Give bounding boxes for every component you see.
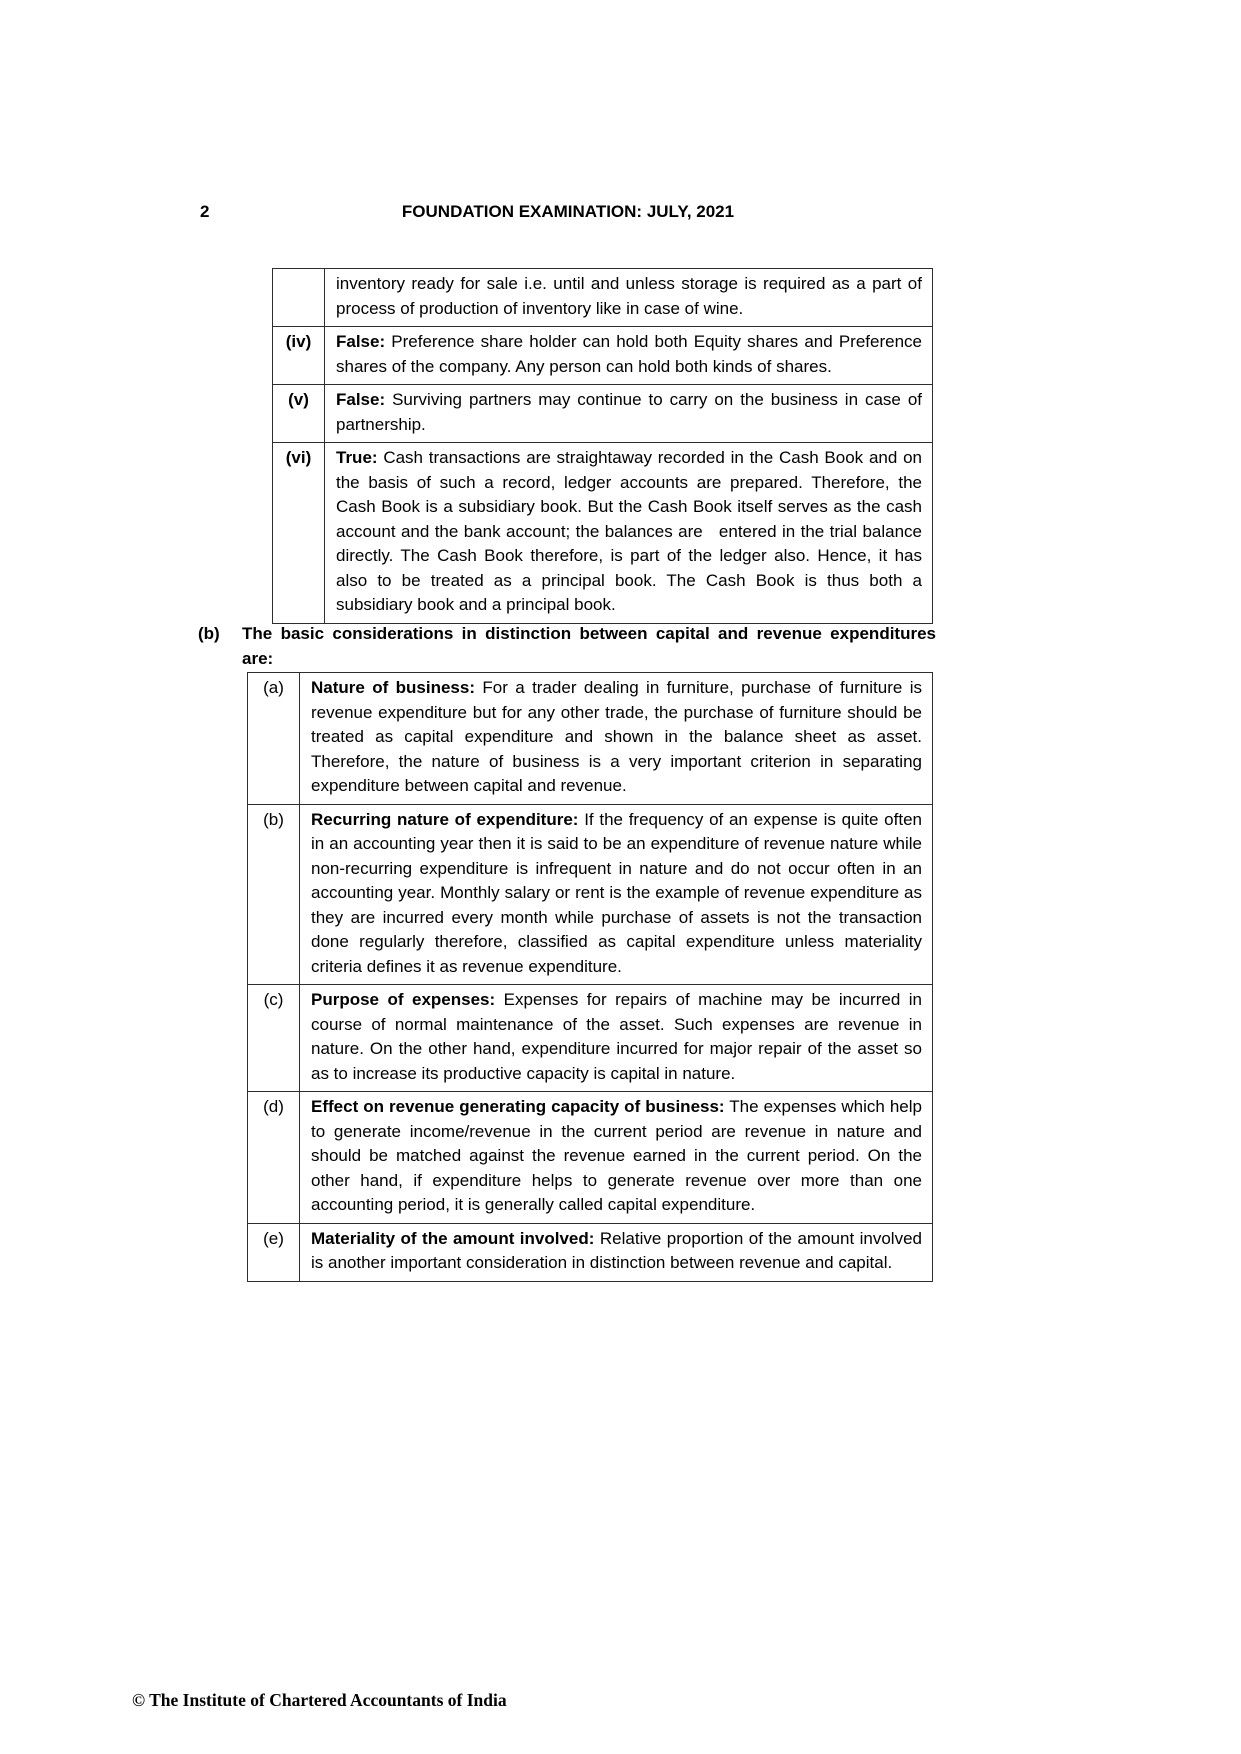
row-content xyxy=(300,673,933,805)
answers-table xyxy=(272,268,933,624)
consideration-text: For a trader dealing in furniture, purchase of furniture is revenue expenditure but for any other trade, the purchase of furniture should be treated as capital expenditure and shown in the balance sheet as asset. Therefore, the nature of business is a very important criterion in separating expenditure between capital and revenue. xyxy=(311,678,922,795)
answer-text: Preference share holder can hold both Equity shares and Preference shares of the company. Any person can hold both kinds of shares. xyxy=(336,332,922,376)
considerations-table xyxy=(247,672,933,1282)
row-label: (d) xyxy=(248,1092,300,1224)
row-content xyxy=(325,385,933,443)
consideration-text: Expenses for repairs of machine may be incurred in course of normal maintenance of the asset. Such expenses are revenue in nature. On the other hand, expenditure incurred for major repair of the asset so as to increase its productive capacity is capital in nature. xyxy=(311,990,922,1083)
consideration-lead: Recurring nature of expenditure: xyxy=(311,809,579,829)
consideration-lead: Effect on revenue generating capacity of business: xyxy=(311,1097,725,1116)
answer-text: Surviving partners may continue to carry on the business in case of partnership. xyxy=(336,390,922,434)
row-content xyxy=(300,804,933,985)
row-label: (v) xyxy=(273,385,325,443)
row-label xyxy=(273,269,325,327)
table-row xyxy=(248,673,933,805)
row-label: (a) xyxy=(248,673,300,805)
table-row xyxy=(248,1092,933,1224)
consideration-text: If the frequency of an expense is quite often in an accounting year then it is said to be an expenditure of revenue nature while non-recurring expenditure is infrequent in nature and do not occur often in an accounting year. Monthly salary or rent is the example of revenue expenditure as they are incurred every month while purchase of assets is not the transaction done regularly therefore, classified as capital expenditure unless materiality criteria defines it as revenue expenditure. xyxy=(311,809,922,976)
row-content xyxy=(300,1223,933,1281)
section-b-text: The basic considerations in distinction between capital and revenue expenditures are: xyxy=(242,624,936,668)
section-b-label: (b) xyxy=(198,624,220,643)
answer-lead: False: xyxy=(336,332,386,351)
row-label: (vi) xyxy=(273,443,325,624)
page-number: 2 xyxy=(200,202,210,221)
table-row xyxy=(248,985,933,1092)
row-content xyxy=(325,443,933,624)
section-b-heading xyxy=(198,621,936,671)
row-label: (c) xyxy=(248,985,300,1092)
table-row xyxy=(248,804,933,985)
consideration-lead: Materiality of the amount involved: xyxy=(311,1228,595,1248)
consideration-text: Relative proportion of the amount involved is another important consideration in distinction between revenue and capital. xyxy=(311,1228,922,1272)
row-label: (e) xyxy=(248,1223,300,1281)
row-content xyxy=(300,1092,933,1224)
answer-text: inventory ready for sale i.e. until and unless storage is required as a part of process of production of inventory like in case of wine. xyxy=(336,274,922,318)
answer-lead: False: xyxy=(336,390,386,409)
footer-copyright: © The Institute of Chartered Accountants of India xyxy=(132,1690,507,1710)
consideration-lead: Nature of business: xyxy=(311,678,475,697)
table-row xyxy=(248,1223,933,1281)
answer-lead: True: xyxy=(336,448,378,467)
row-content xyxy=(325,269,933,327)
row-content xyxy=(325,327,933,385)
table-row xyxy=(273,327,933,385)
table-row xyxy=(273,269,933,327)
consideration-lead: Purpose of expenses: xyxy=(311,990,496,1009)
row-label: (iv) xyxy=(273,327,325,385)
header-title: FOUNDATION EXAMINATION: JULY, 2021 xyxy=(401,202,735,221)
answer-text: Cash transactions are straightaway recorded in the Cash Book and on the basis of such a record, ledger accounts are prepared. Therefore, the Cash Book is a subsidiary book. But the Cash Book itself serves as the cash account and the bank account; the balances are entered in the trial balance directly. The Cash Book therefore, is part of the ledger also. Hence, it has also to be treated as a principal book. The Cash Book is thus both a subsidiary book and a principal book. xyxy=(336,448,922,614)
row-label: (b) xyxy=(248,804,300,985)
consideration-text: The expenses which help to generate income/revenue in the current period are revenue in nature and should be matched against the revenue earned in the current period. On the other hand, if expenditure helps to generate revenue over more than one accounting period, it is generally called capital expenditure. xyxy=(311,1097,922,1214)
table-row xyxy=(273,443,933,624)
table-row xyxy=(273,385,933,443)
row-content xyxy=(300,985,933,1092)
